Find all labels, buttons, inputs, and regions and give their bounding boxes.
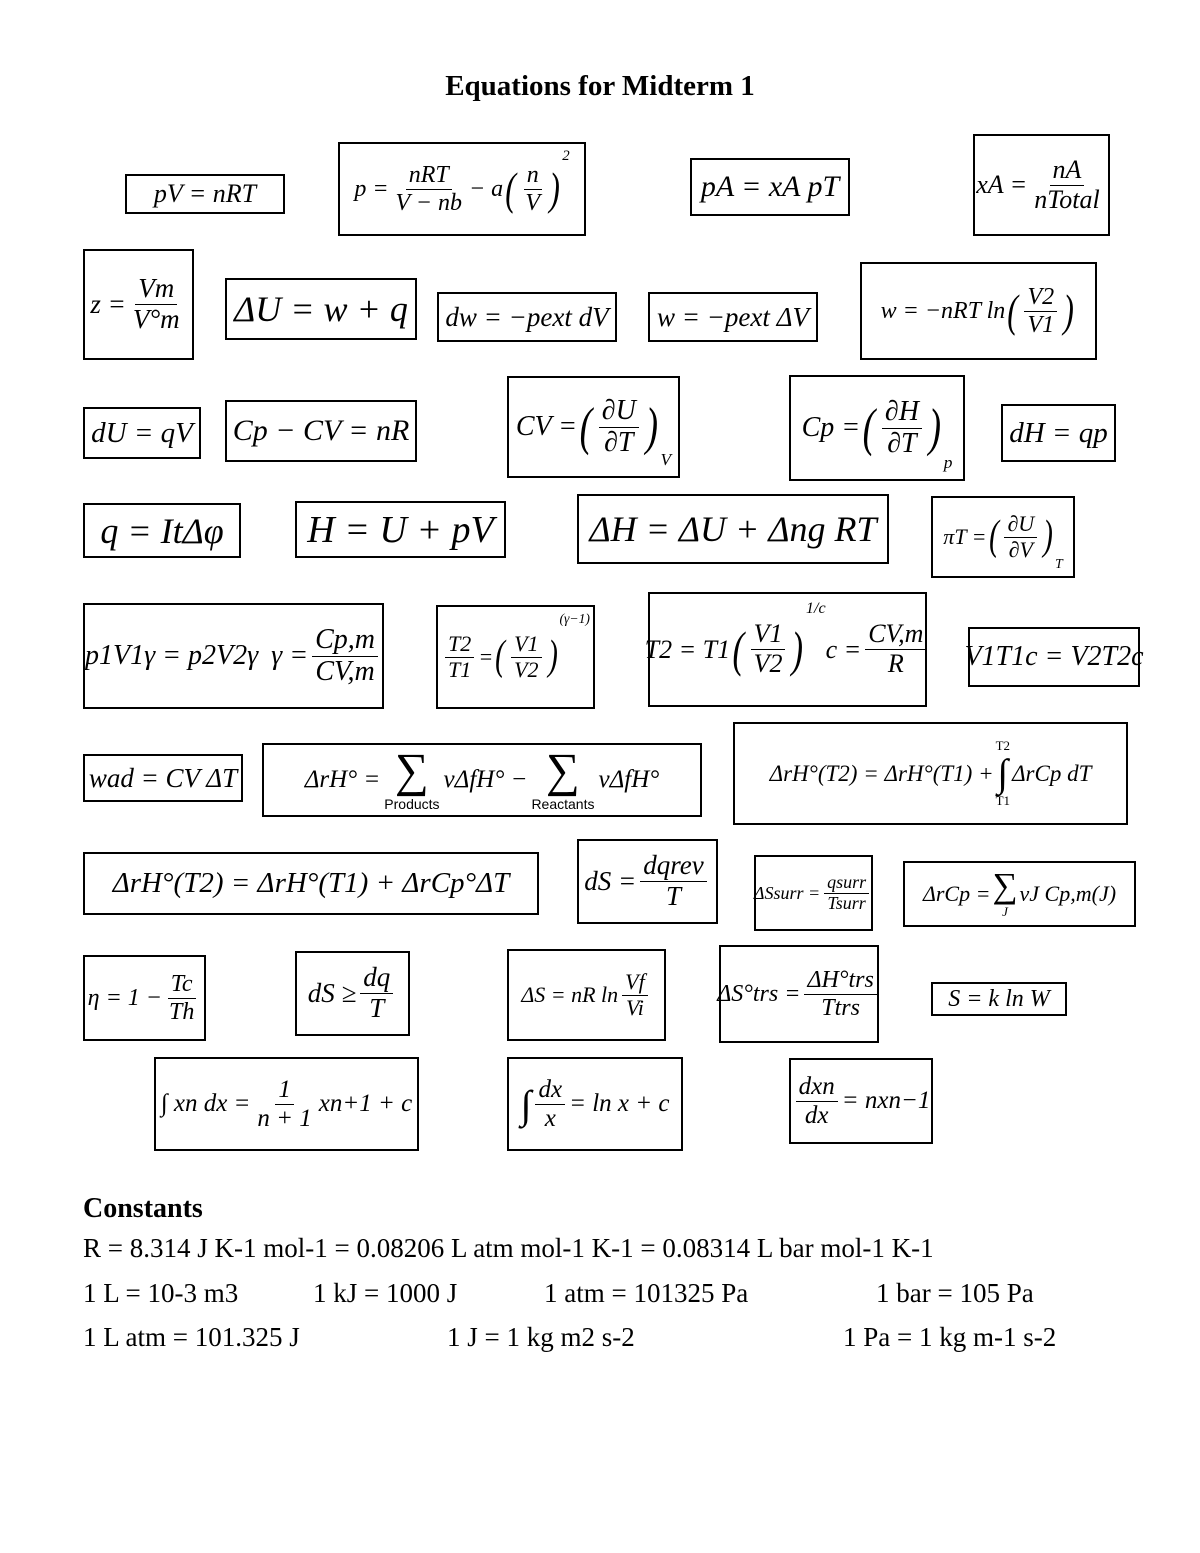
transition-entropy-equation: ΔS°trs = $\frac{\text{ΔH°trs}}{\text{Ttrs}}$ (719, 945, 879, 1043)
clausius-inequality-equation: dS ≥ $\frac{dq}{T}$ (295, 951, 410, 1036)
isothermal-work-equation: w = −nRT ln ( $\frac{V2}{V1}$ ) (860, 262, 1097, 360)
adiabatic-temperature-equation: T2 = T1 ( $\frac{V1}{V2}$ ) 1/c c = $\frac{CV,m}{R}$ (648, 592, 927, 707)
differential-work-equation: dw = −pext dV (437, 292, 617, 342)
boltzmann-entropy-equation: S = k ln W (931, 982, 1067, 1016)
internal-pressure-equation: πT = ( $\frac{\partial U}{\partial V}$ ) $_T$ (931, 496, 1075, 578)
enthalpy-definition-equation: H = U + pV (295, 501, 506, 558)
enthalpy-internal-energy-equation: ΔH = ΔU + Δng RT (577, 494, 889, 564)
joule-definition: 1 J = 1 kg m2 s-2 (447, 1322, 635, 1352)
atmosphere-conversion: 1 atm = 101325 Pa (544, 1278, 749, 1308)
power-integral-equation: ∫ xn dx = $\frac{1}{n + 1}$ xn+1 + c (154, 1057, 419, 1151)
compression-factor-equation: z = $\frac{Vm}{V^\circ m}$ (83, 249, 194, 360)
adiabatic-temperature-ratio-equation: $\frac{T2}{T1}$ = ( $\frac{V1}{V2}$ ) (γ−1) (436, 605, 595, 709)
heat-capacity-difference-equation: Cp − CV = nR (225, 400, 417, 462)
litre-atm-conversion: 1 L atm = 101.325 J (83, 1322, 300, 1352)
kilojoule-conversion: 1 kJ = 1000 J (313, 1278, 458, 1308)
electrical-heating-equation: q = ItΔφ (83, 503, 241, 558)
kirchhoff-law-equation: ΔrH°(T2) = ΔrH°(T1) + ΔrCp°ΔT (83, 852, 539, 915)
reaction-heat-capacity-equation: ΔrCp = ∑ J vJ Cp,m(J) (903, 861, 1136, 927)
adiabatic-pressure-volume-equation: p1V1γ = p2V2γ γ = $\frac{Cp,m}{CV,m}$ (83, 603, 384, 709)
vdw-fraction: $\frac{\text{nRT}}{V - nb}$ (395, 162, 462, 216)
internal-energy-heat-equation: dU = qV (83, 407, 201, 459)
bar-conversion: 1 bar = 105 Pa (876, 1278, 1034, 1308)
mole-fraction-equation: xA = $\frac{nA}{\text{nTotal}}$ (973, 134, 1110, 236)
cp-definition-equation: Cp = ( $\frac{\partial H}{\partial T}$ ) $_p$ (789, 375, 965, 481)
page-title: Equations for Midterm 1 (445, 70, 755, 102)
partial-pressure-equation: pA = xA pT (690, 158, 850, 216)
ideal-gas-equation: pV = nRT (125, 174, 285, 214)
adiabatic-work-equation: wad = CV ΔT (83, 754, 243, 802)
kirchhoff-integral-equation: ΔrH°(T2) = ΔrH°(T1) + T2 ∫ T1 ΔrCp dT (733, 722, 1128, 825)
constants-heading: Constants (83, 1193, 203, 1224)
hess-law-equation: ΔrH° = ∑ Products vΔfH° − ∑ Reactants vΔfH° (262, 743, 702, 817)
adiabatic-volume-temperature-equation: V1T1c = V2T2c (968, 627, 1140, 687)
pascal-definition: 1 Pa = 1 kg m-1 s-2 (843, 1322, 1057, 1352)
first-law-equation: ΔU = w + q (225, 278, 417, 340)
litre-conversion: 1 L = 10-3 m3 (83, 1278, 239, 1308)
log-integral-equation: ∫ $\frac{dx}{x}$ = ln x + c (507, 1057, 683, 1151)
carnot-efficiency-equation: η = 1 − $\frac{Tc}{Th}$ (83, 955, 206, 1041)
isothermal-entropy-equation: ΔS = nR ln $\frac{Vf}{Vi}$ (507, 949, 666, 1041)
constant-pressure-work-equation: w = −pext ΔV (648, 292, 818, 342)
entropy-definition-equation: dS = $\frac{\text{dqrev}}{T}$ (577, 839, 718, 924)
cv-definition-equation: CV = ( $\frac{\partial U}{\partial T}$ ) $_V$ (507, 376, 680, 478)
power-derivative-equation: $\frac{\text{dxn}}{dx}$ = nxn−1 (789, 1058, 933, 1144)
gas-constant-line: R = 8.314 J K-1 mol-1 = 0.08206 L atm mol-1 K-1 = 0.08314 L bar mol-1 K-1 (83, 1233, 934, 1263)
van-der-waals-equation: p = $\frac{\text{nRT}}{V - nb}$ − a ( $\frac{n}{V}$ ) 2 (338, 142, 586, 236)
enthalpy-heat-equation: dH = qp (1001, 404, 1116, 462)
surroundings-entropy-equation: ΔSsurr = $\frac{\text{qsurr}}{\text{Tsurr}}$ (754, 855, 873, 931)
